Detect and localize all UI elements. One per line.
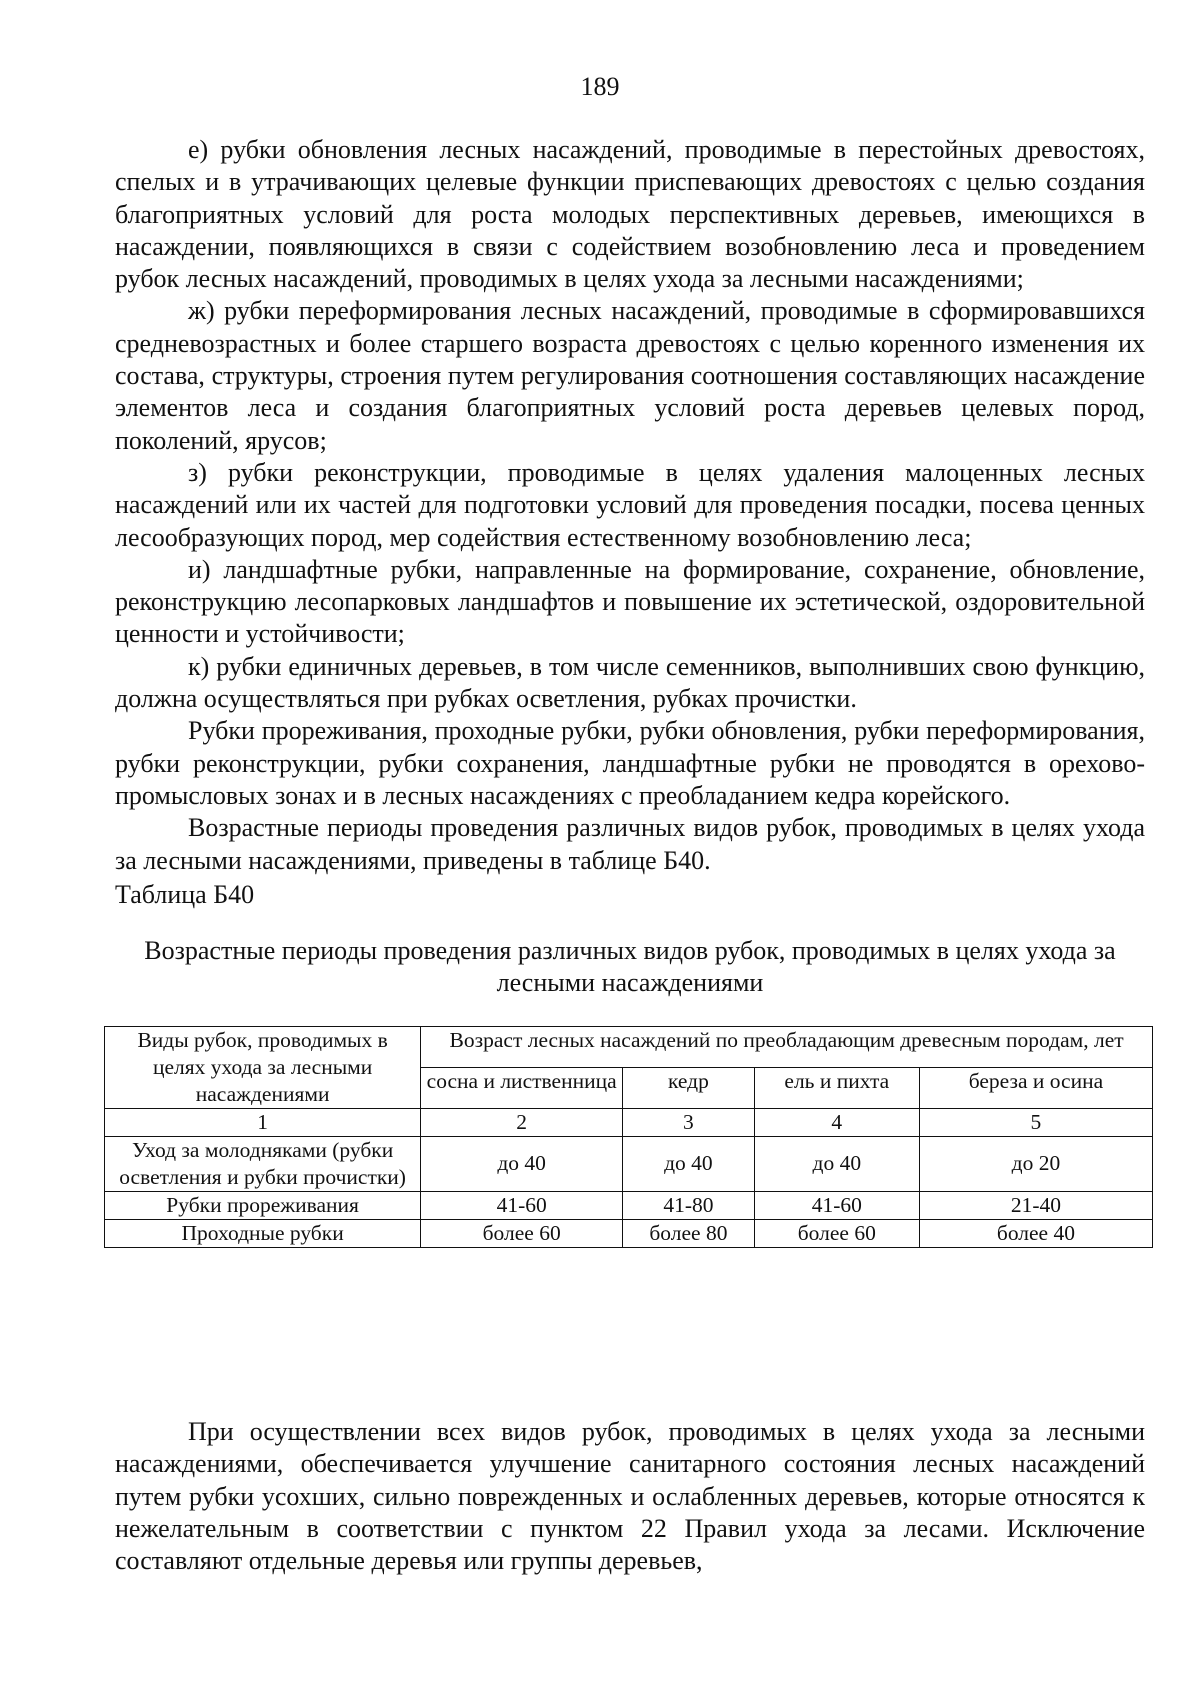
table-cell: более 80 (623, 1219, 755, 1247)
table-cell: более 60 (421, 1219, 623, 1247)
table-cell: 41-80 (623, 1191, 755, 1219)
col-number: 2 (421, 1108, 623, 1136)
table-row (105, 1136, 1153, 1191)
table-cell: более 60 (754, 1219, 919, 1247)
body-text (115, 134, 1145, 1248)
table-header-row (105, 1026, 1153, 1067)
table-cell: 41-60 (754, 1191, 919, 1219)
paragraph-vozrast: Возрастные периоды проведения различных видов рубок, проводимых в целях ухода за лесными насаждениями, приведены в таблице Б40. (115, 813, 1145, 875)
header-age-group: Возраст лесных насаждений по преобладающим древесным породам, лет (421, 1026, 1153, 1067)
page-number: 189 (580, 72, 620, 101)
subheader-pine-larch: сосна и лиственница (421, 1067, 623, 1108)
subheader-cedar: кедр (623, 1067, 755, 1108)
paragraph-e: е) рубки обновления лесных насаждений, проводимые в перестойных древостоях, спелых и в утрачивающих целевые функции приспевающих древостоях с целью создания благоприятных условий для роста молодых перспективных деревьев, имеющихся в насаждении, появляющихся в связи с содействием возобновлению леса и проведением рубок лесных насаждений, проводимых в целях ухода за лесными насаждениями; (115, 135, 1145, 294)
col-number: 5 (919, 1108, 1152, 1136)
table-row (105, 1219, 1153, 1247)
paragraph-zh: ж) рубки переформирования лесных насаждений, проводимые в сформировавшихся средневозрастных и более старшего возраста древостоях с целью коренного изменения их состава, структуры, строения путем регулирования соотношения составляющих насаждение элементов леса и создания благоприятных условий роста деревьев целевых пород, поколений, ярусов; (115, 296, 1145, 455)
table-cell: 41-60 (421, 1191, 623, 1219)
table-row (105, 1191, 1153, 1219)
paragraph-rubki: Рубки прореживания, проходные рубки, рубки обновления, рубки переформирования, рубки реконструкции, рубки сохранения, ландшафтные рубки не проводятся в орехово-промысловых зонах и в лесных насаждениях с преобладанием кедра корейского. (115, 716, 1145, 810)
col-number: 3 (623, 1108, 755, 1136)
subheader-birch-aspen: береза и осина (919, 1067, 1152, 1108)
col-number: 1 (105, 1108, 421, 1136)
paragraph-i: и) ландшафтные рубки, направленные на формирование, сохранение, обновление, реконструкцию лесопарковых ландшафтов и повышение их эстетической, оздоровительной ценности и устойчивости; (115, 554, 1145, 649)
table-cell: до 40 (623, 1136, 755, 1191)
row-name: Рубки прореживания (105, 1191, 421, 1219)
col-number: 4 (754, 1108, 919, 1136)
table-title: Возрастные периоды проведения различных видов рубок, проводимых в целях ухода за лесными насаждениями (144, 936, 1116, 998)
table-cell: до 20 (919, 1136, 1152, 1191)
table-cell: 21-40 (919, 1191, 1152, 1219)
paragraph-k: к) рубки единичных деревьев, в том числе семенников, выполнивших свою функцию, должна осуществляться при рубках осветления, рубках прочистки. (115, 651, 1145, 714)
header-cut-types: Виды рубок, проводимых в целях ухода за лесными насаждениями (105, 1026, 421, 1108)
table-label: Таблица Б40 (115, 879, 255, 909)
table-cell: более 40 (919, 1219, 1152, 1247)
table-column-numbers (105, 1108, 1153, 1136)
table-b40 (104, 1026, 1153, 1248)
table-cell: до 40 (421, 1136, 623, 1191)
after-table-text (115, 1416, 1145, 1577)
paragraph-after-table: При осуществлении всех видов рубок, проводимых в целях ухода за лесными насаждениями, обеспечивается улучшение санитарного состояния лесных насаждений путем рубки усохших, сильно поврежденных и ослабленных деревьев, которые относятся к нежелательным в соответствии с пунктом 22 Правил ухода за лесами. Исключение составляют отдельные деревья или группы деревьев, (115, 1417, 1145, 1576)
row-name: Уход за молодняками (рубки осветления и рубки прочистки) (105, 1136, 421, 1191)
row-name: Проходные рубки (105, 1219, 421, 1247)
subheader-spruce-fir: ель и пихта (754, 1067, 919, 1108)
paragraph-z: з) рубки реконструкции, проводимые в целях удаления малоценных лесных насаждений или их частей для подготовки условий для проведения посадки, посева ценных лесообразующих пород, мер содействия естественному возобновлению леса; (115, 457, 1145, 552)
table-cell: до 40 (754, 1136, 919, 1191)
